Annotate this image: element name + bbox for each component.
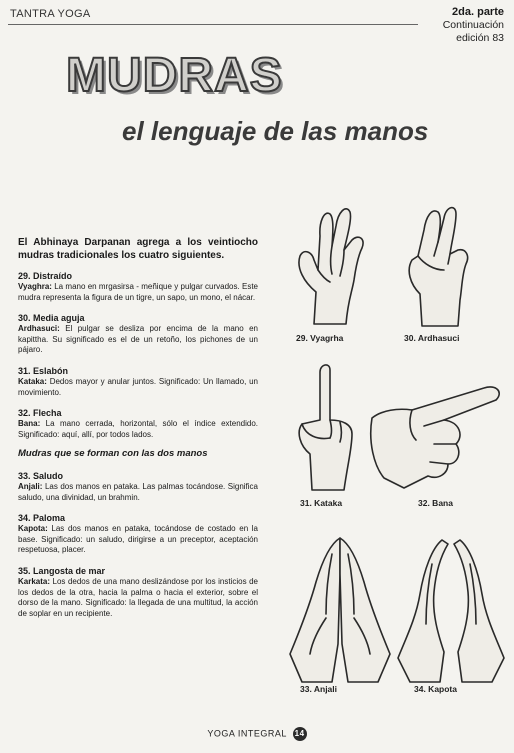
entry-text: Vyaghra: La mano en mrgasirsa - meñique y pulgar curvados. Este mudra representa la figura de un tigre, un sapo, un mono, el nácar.: [18, 282, 258, 302]
entry-heading: 33. Saludo: [18, 470, 64, 481]
caption-kataka: 31. Kataka: [300, 498, 343, 508]
mudra-entry: [18, 270, 258, 303]
entry-text: Kataka: Dedos mayor y anular juntos. Significado: Un llamado, un movimiento.: [18, 376, 258, 397]
caption-bana: 32. Bana: [418, 498, 453, 508]
entry-text: Kapota: Las dos manos en pataka, tocándose de costado en la base. Significado: un saludo, dirigirse a un preceptor, aceptación respetuosa, placer.: [18, 524, 258, 555]
edition-label: edición 83: [456, 32, 504, 44]
part-label: 2da. parte: [452, 6, 504, 18]
vyaghra-hand-illustration: [286, 196, 386, 326]
entry-text: Ardhasuci: El pulgar se desliza por encima de la mano en kapittha. Su significado es el de un retoño, los pichones de un pájaro.: [18, 324, 258, 355]
header-divider: [8, 24, 418, 25]
entry-heading: 31. Eslabón: [18, 365, 69, 376]
page-title: MUDRAS: [66, 49, 283, 102]
kapota-hands-illustration: [392, 534, 510, 684]
kataka-hand-illustration: [290, 362, 370, 492]
caption-ardhasuci: 30. Ardhasuci: [404, 333, 460, 343]
anjali-hands-illustration: [282, 534, 398, 684]
mudra-entry: [18, 512, 258, 556]
ardhasuci-hand-illustration: [398, 200, 488, 328]
section-heading: Mudras que se forman con las dos manos: [18, 448, 208, 460]
article-text: [18, 236, 258, 628]
mudra-entry: [18, 407, 258, 440]
mudra-entry: [18, 565, 258, 619]
magazine-name: YOGA INTEGRAL: [207, 728, 287, 739]
mudra-entry: [18, 312, 258, 356]
series-info: [443, 6, 504, 45]
entry-heading: 30. Media aguja: [18, 313, 85, 324]
page-subtitle: el lenguaje de las manos: [122, 116, 429, 146]
caption-vyagrha: 29. Vyagrha: [296, 333, 344, 343]
continuation-label: Continuación: [442, 19, 504, 31]
entry-text: Anjali: Las dos manos en pataka. Las palmas tocándose. Significa saludo, una divinidad, un brahmin.: [18, 481, 258, 502]
entry-text: Bana: La mano cerrada, horizontal, sólo el índice extendido. Significado: aquí, allí, por todos lados.: [18, 419, 258, 439]
intro-paragraph: El Abhinaya Darpanan agrega a los veintiocho mudras tradicionales los cuatro siguientes.: [18, 237, 258, 261]
mudra-entry: [18, 365, 258, 398]
page-number: 14: [293, 727, 307, 741]
entry-heading: 29. Distraído: [18, 271, 73, 281]
bana-hand-illustration: [364, 378, 510, 490]
entry-heading: 34. Paloma: [18, 513, 66, 524]
mudra-entry: [18, 470, 258, 503]
entry-heading: 32. Flecha: [18, 408, 62, 419]
section-label: TANTRA YOGA: [10, 8, 91, 20]
page-footer: [0, 727, 514, 741]
caption-anjali: 33. Anjali: [300, 684, 338, 694]
entry-text: Karkata: Los dedos de una mano deslizándose por los insticios de los dedos de la otra, hacia la palma o hacia el exterior, sobre el dorso de la mano. Significado: la llegada de una multitud, la acción de soplar en un recipiente.: [18, 576, 258, 618]
entry-heading: 35. Langosta de mar: [18, 565, 106, 576]
caption-kapota: 34. Kapota: [414, 684, 457, 694]
